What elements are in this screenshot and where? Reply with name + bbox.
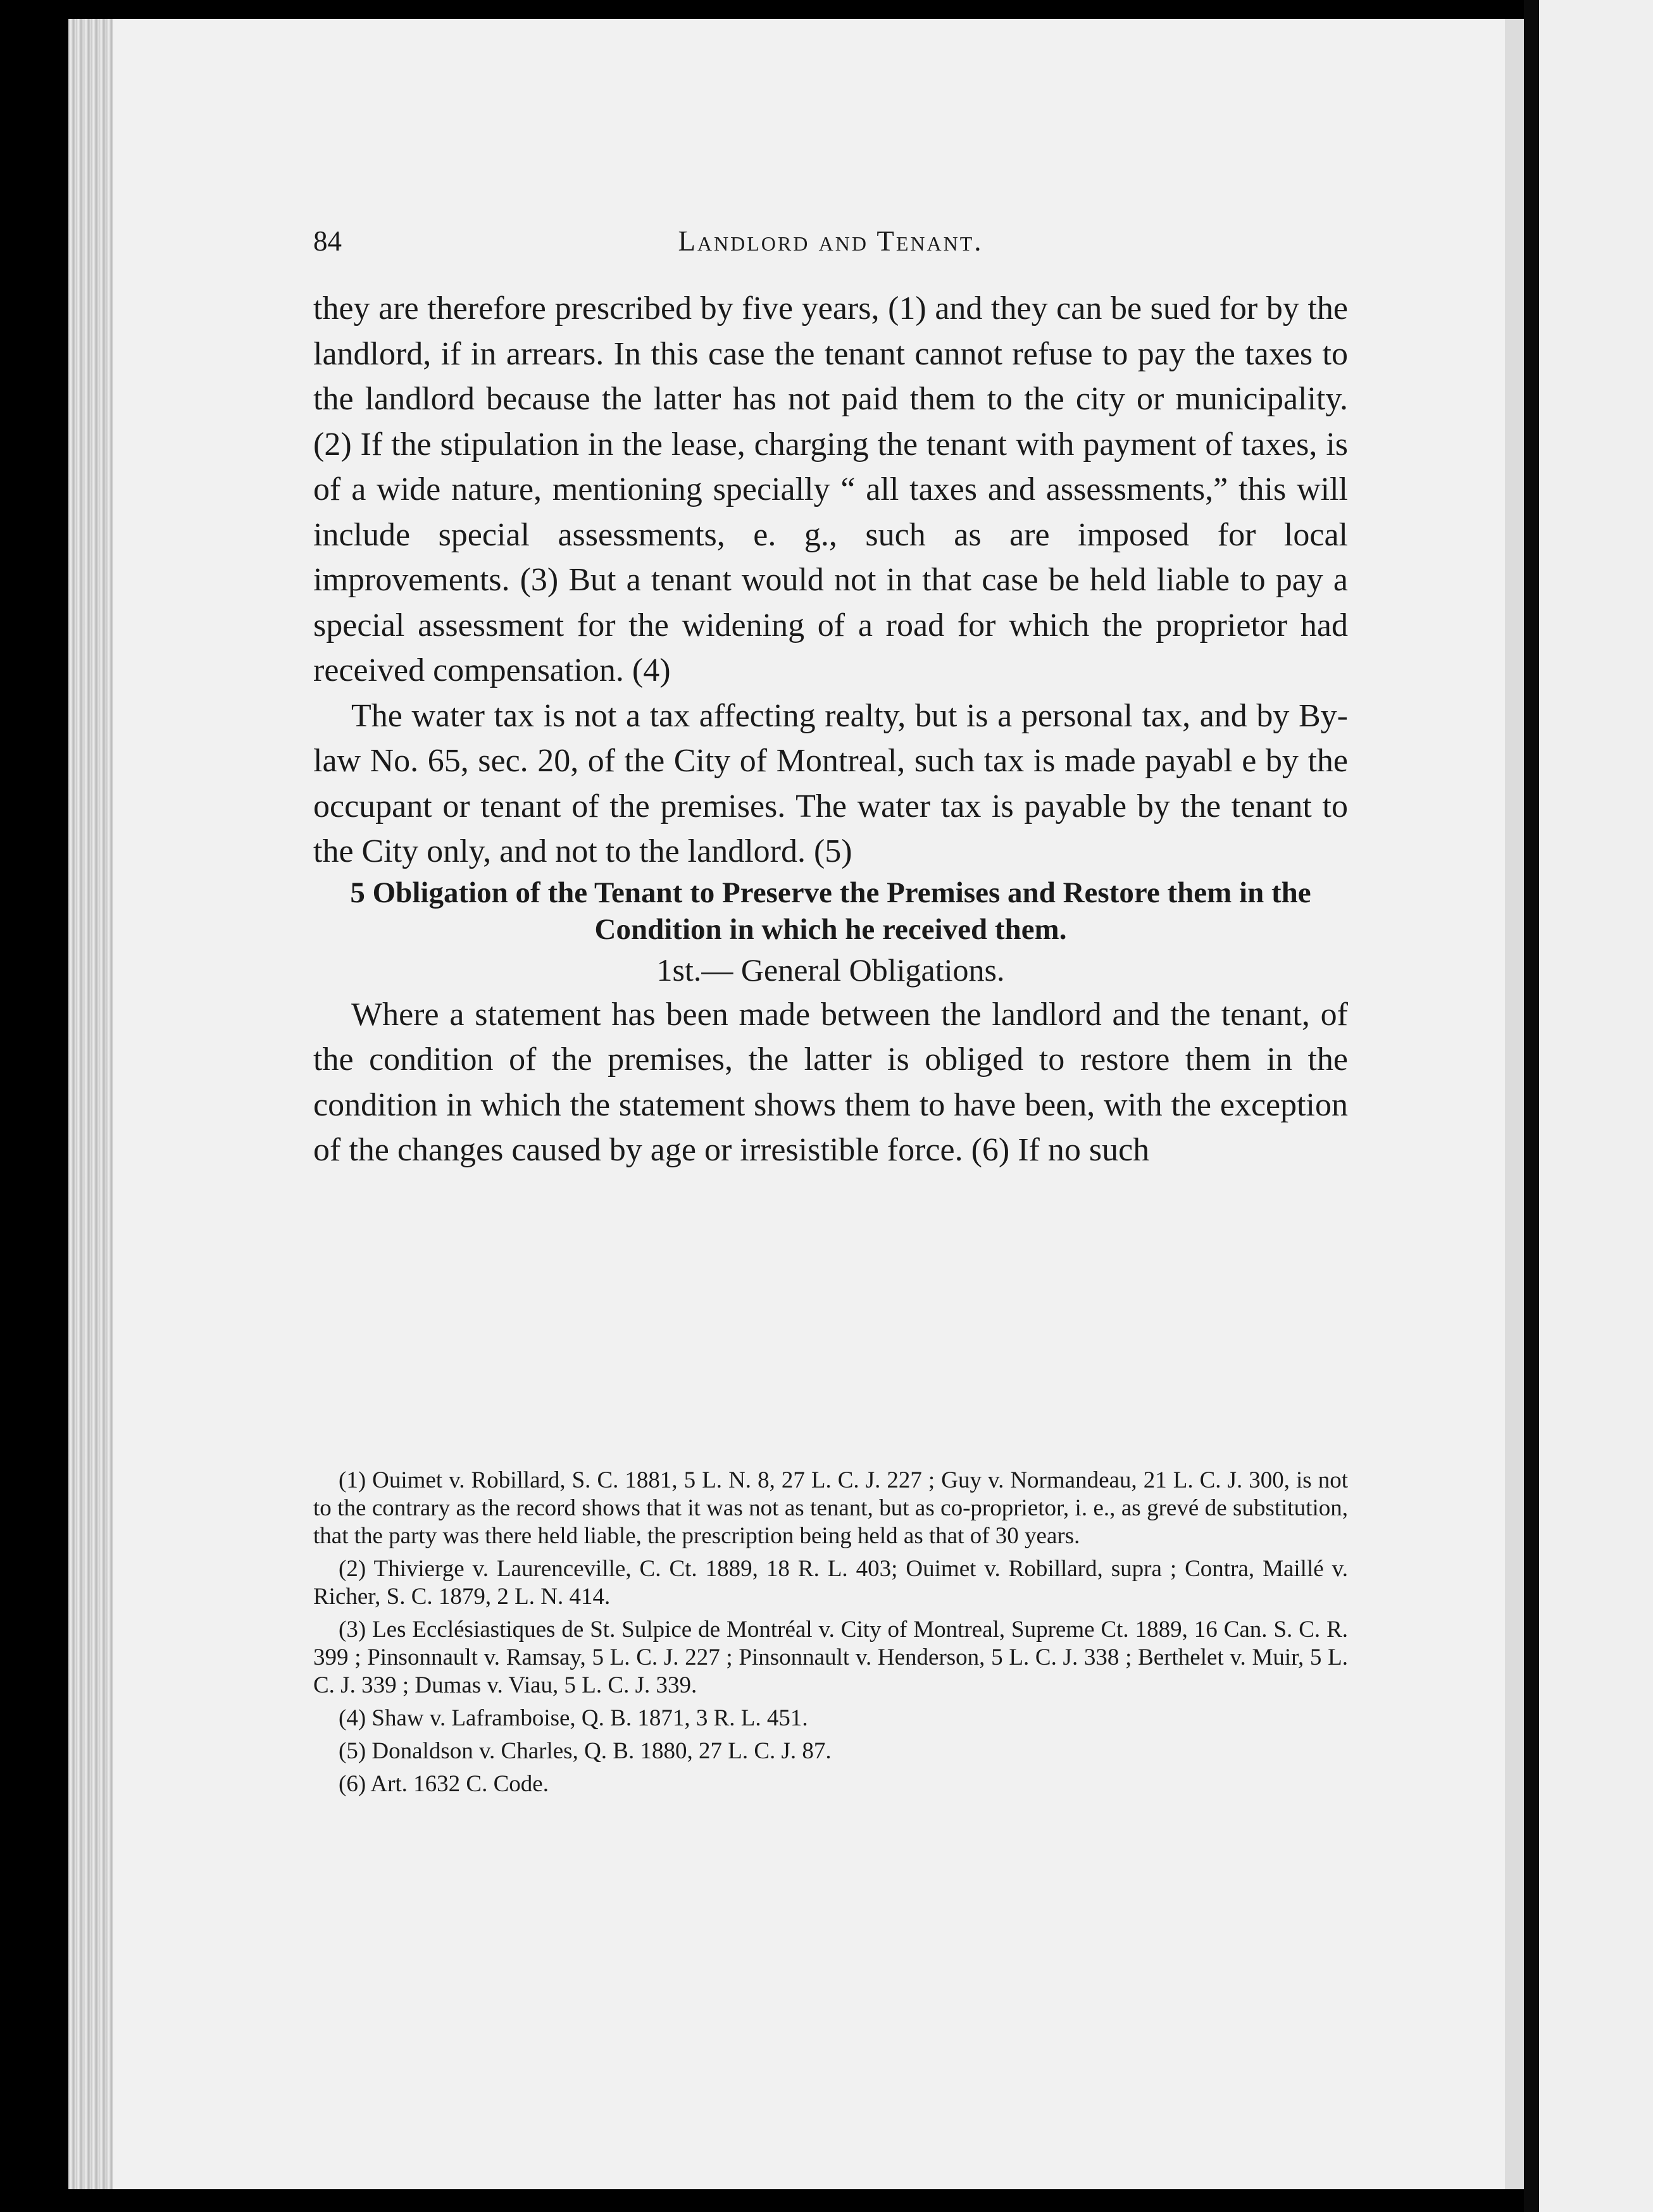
page-binding-edge bbox=[68, 19, 113, 2189]
section-heading: 5 Obligation of the Tenant to Preserve the Premises and Restore them in the Condition in which he received them. bbox=[350, 876, 1311, 946]
footnote: (6) Art. 1632 C. Code. bbox=[339, 1771, 549, 1797]
page-number: 84 bbox=[313, 225, 342, 257]
footnote: (1) Ouimet v. Robillard, S. C. 1881, 5 L. N. 8, 27 L. C. J. 227 ; Guy v. Normandeau, 21 L. C. J. 300, is not to the contrary as the record shows that it was not as tenant, but as co-proprietor, i. e., as grevé de substitution, that the party was there held liable, the prescription being held as that of 30 years. bbox=[313, 1467, 1348, 1549]
page-edge-strip bbox=[1505, 19, 1524, 2189]
footnotes bbox=[313, 1467, 1348, 1803]
main-text bbox=[313, 286, 1348, 1173]
running-header bbox=[313, 225, 1348, 263]
subheading: 1st.— General Obligations. bbox=[656, 952, 1005, 988]
footnote: (5) Donaldson v. Charles, Q. B. 1880, 27 L. C. J. 87. bbox=[339, 1738, 832, 1764]
running-title: Landlord and Tenant. bbox=[678, 225, 983, 257]
paragraph: they are therefore prescribed by five years, (1) and they can be sued for by the landlord, if in arrears. In this case the tenant cannot refuse to pay the taxes to the landlord because the latter has not paid them to the city or municipality. (2) If the stipulation in the lease, charging the tenant with payment of taxes, is of a wide nature, mentioning specially “ all taxes and assessments,” this will include special assessments, e. g., such as are imposed for local improvements. (3) But a tenant would not in that case be held liable to pay a special assessment for the widening of a road for which the proprietor had received compensation. (4) bbox=[313, 290, 1348, 688]
page-gutter-shadow bbox=[1524, 0, 1539, 2212]
footnote: (2) Thivierge v. Laurenceville, C. Ct. 1889, 18 R. L. 403; Ouimet v. Robillard, supra ; Contra, Maillé v. Richer, S. C. 1879, 2 L. N. 414. bbox=[313, 1556, 1348, 1610]
paragraph: The water tax is not a tax affecting realty, but is a personal tax, and by By-law No. 65, sec. 20, of the City of Montreal, such tax is made payabl e by the occupant or tenant of the premises. The water tax is payable by the tenant to the City only, and not to the landlord. (5) bbox=[313, 697, 1348, 869]
footnote: (4) Shaw v. Laframboise, Q. B. 1871, 3 R. L. 451. bbox=[339, 1705, 808, 1731]
footnote: (3) Les Ecclésiastiques de St. Sulpice de Montréal v. City of Montreal, Supreme Ct. 1889, 16 Can. S. C. R. 399 ; Pinsonnault v. Ramsay, 5 L. C. J. 227 ; Pinsonnault v. Henderson, 5 L. C. J. 338 ; Berthelet v. Muir, 5 L. C. J. 339 ; Dumas v. Viau, 5 L. C. J. 339. bbox=[313, 1617, 1348, 1698]
paragraph: Where a statement has been made between the landlord and the tenant, of the condition of the premises, the latter is obliged to restore them in the condition in which the statement shows them to have been, with the exception of the changes caused by age or irresistible force. (6) If no such bbox=[313, 996, 1348, 1168]
facing-page-margin bbox=[1539, 0, 1653, 2212]
